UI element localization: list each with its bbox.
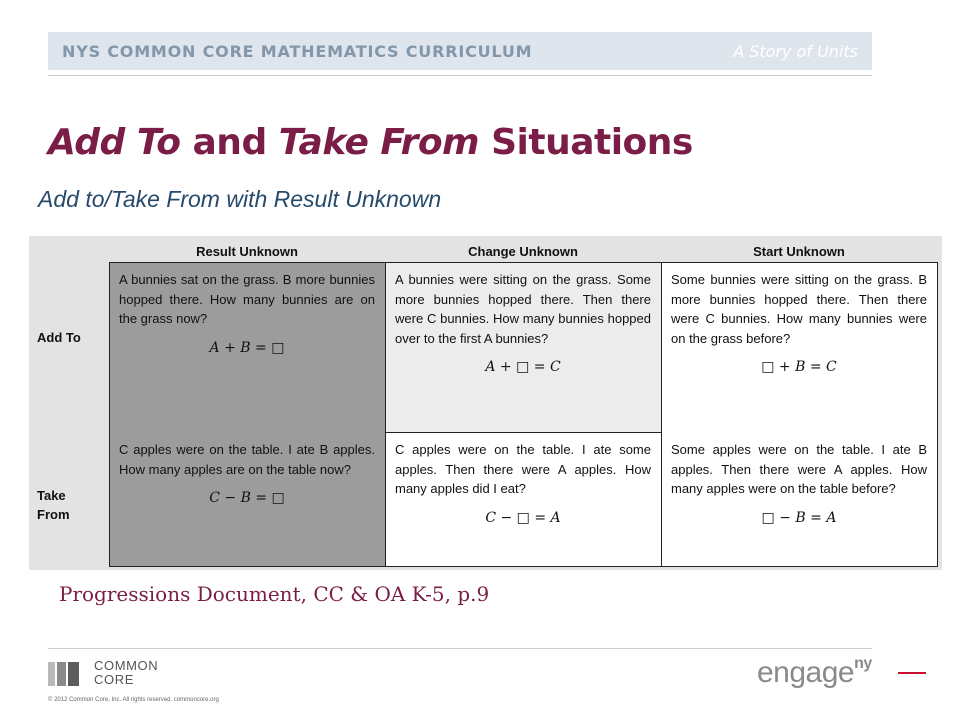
cell-add-to-start-unknown (661, 262, 937, 432)
slide-subtitle: Add to/Take From with Result Unknown (38, 186, 442, 212)
cell-equation: C − B = □ (209, 490, 285, 506)
col-header-change-unknown: Change Unknown (468, 244, 578, 259)
cell-text: C apples were on the table. I ate B apples. How many apples are on the table now? (119, 442, 375, 477)
common-core-logo-icon (48, 660, 88, 688)
slide-title (48, 122, 693, 163)
row-header-take-from (37, 486, 70, 524)
row-header-add-to-line: Add To (37, 330, 81, 345)
cell-add-to-result-unknown (109, 262, 385, 432)
cell-equation: □ + B = C (761, 359, 837, 375)
grid-line-right (937, 262, 938, 566)
col-header-result-unknown: Result Unknown (196, 244, 298, 259)
title-and: and (180, 122, 279, 163)
grid-line-top (109, 262, 938, 263)
situations-table (29, 236, 942, 570)
header-bar (48, 32, 872, 70)
cell-text: C apples were on the table. I ate some apples. Then there were A apples. How many apples did I eat? (395, 442, 651, 496)
engage-ny-sup: ny (854, 655, 872, 672)
curriculum-label: NYS COMMON CORE MATHEMATICS CURRICULUM (62, 42, 533, 61)
cell-text: A bunnies were sitting on the grass. Some more bunnies hopped there. Then there were C bunnies. How many bunnies hopped over to the first A bunnies? (395, 272, 651, 346)
title-take-from: Take From (278, 122, 480, 163)
cell-equation: A + □ = C (485, 359, 561, 375)
cell-add-to-change-unknown (385, 262, 661, 432)
grid-line-mid (385, 432, 661, 433)
row-header-add-to (37, 330, 81, 345)
cell-take-from-start-unknown (661, 432, 937, 566)
source-citation: Progressions Document, CC & OA K-5, p.9 (59, 582, 490, 606)
series-label: A Story of Units (733, 42, 858, 61)
cell-text: A bunnies sat on the grass. B more bunnies hopped there. How many bunnies are on the grass now? (119, 272, 375, 326)
logo-line2: CORE (94, 672, 134, 687)
title-add-to: Add To (48, 122, 181, 163)
header-divider (48, 75, 872, 76)
cell-equation: C − □ = A (485, 509, 561, 526)
grid-line-col2 (661, 262, 662, 566)
cell-text: Some apples were on the table. I ate B apples. Then there were A apples. How many apples were on the table before? (671, 442, 927, 496)
cell-equation: A + B = □ (209, 339, 285, 356)
row-header-from-line: From (37, 507, 70, 522)
col-header-start-unknown: Start Unknown (753, 244, 845, 259)
grid-line-bottom (109, 566, 938, 567)
cell-take-from-result-unknown (109, 432, 385, 566)
row-header-take-line: Take (37, 488, 66, 503)
copyright-notice: © 2012 Common Core, Inc. All rights reserved. commoncore.org (48, 697, 219, 703)
grid-line-left (109, 262, 110, 566)
grid-line-col1 (385, 262, 386, 566)
common-core-wordmark (94, 659, 158, 687)
logo-line1: COMMON (94, 658, 159, 673)
title-situations: Situations (479, 122, 693, 163)
accent-dash (898, 672, 926, 674)
engage-word: engage (757, 656, 855, 689)
footer-divider (48, 648, 872, 649)
engageny-logo (757, 655, 872, 690)
cell-equation: □ − B = A (761, 509, 837, 526)
cell-text: Some bunnies were sitting on the grass. B more bunnies hopped there. Then there were C bunnies. How many bunnies were on the grass before? (671, 272, 927, 346)
cell-take-from-change-unknown (385, 432, 661, 566)
